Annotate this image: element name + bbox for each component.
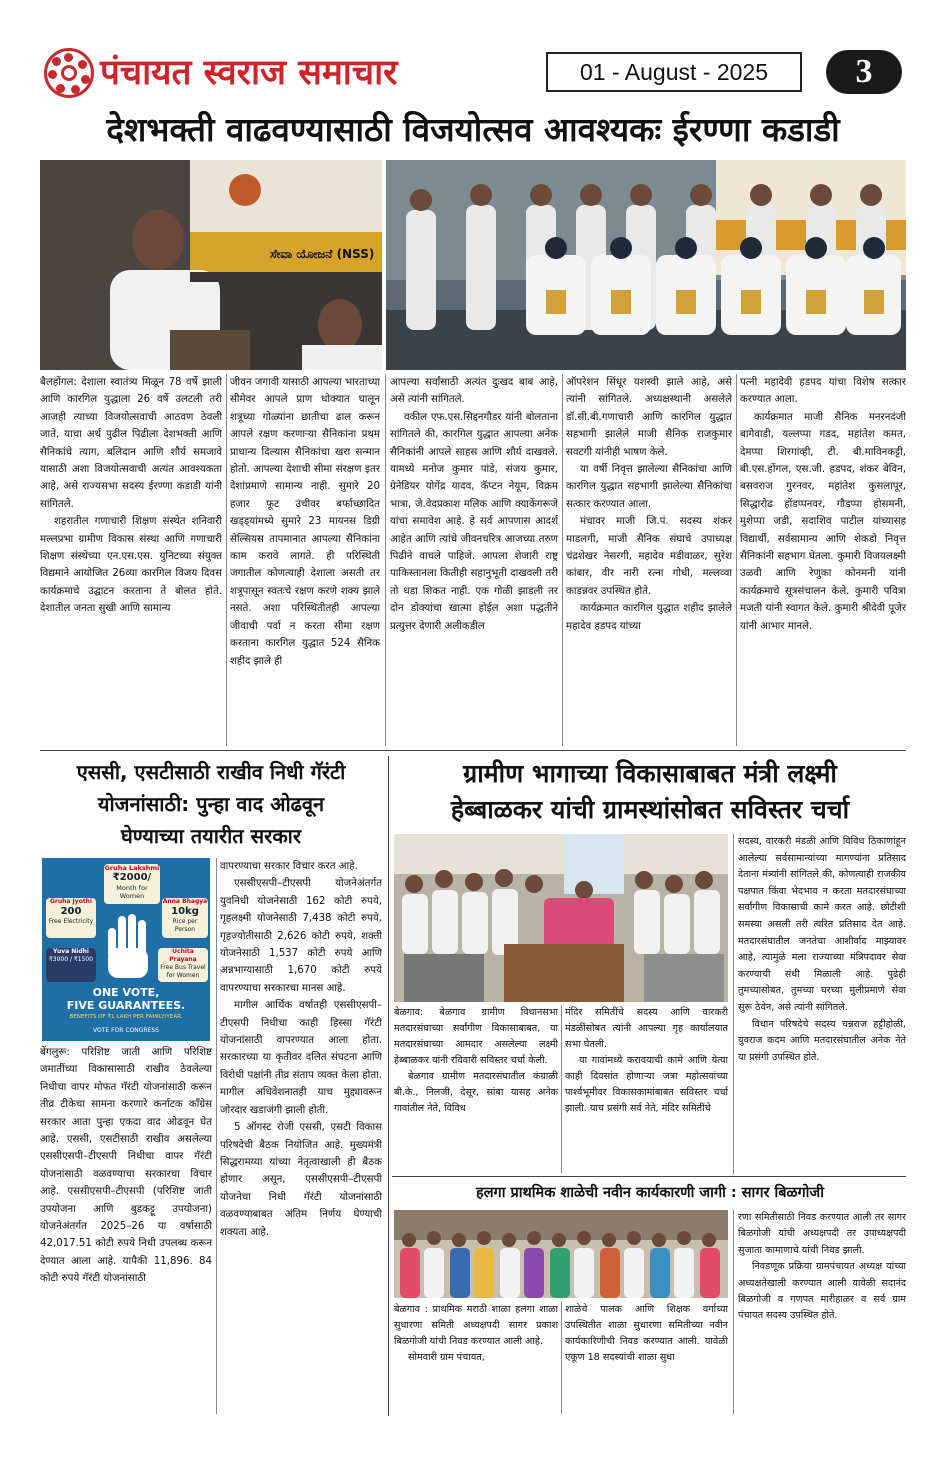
poster-card-sub: Free Bus Travel for Women — [160, 964, 206, 979]
school-photo-illustration — [394, 1210, 728, 1298]
speaker-photo-illustration — [40, 160, 382, 370]
story3-c2-p1: मंदिर समितींचे सदस्य आणि वारकरी मंडळींसोबत त्यांनी आपल्या गृह कार्यालयात सभा घेतली. — [565, 1007, 728, 1050]
story3-c1-p2: बेळगाव ग्रामीण मतदारसंघातील कंग्राळी बी.के., निलजी, देसूर, सांबा यासह अनेक गावांतील नेते, विविध — [394, 1071, 558, 1114]
story2-headline-line3: घेण्याच्या तयारीत सरकार — [120, 824, 302, 848]
story3-c3-p1: सदस्य, वारकरी मंडळी आणि विविध ठिकाणांहून आलेल्या सर्वसामान्यांच्या मागण्यांना प्रतिसाद देताना मंत्र्यांनी सांगितले की, कोणत्याही राजकीय पक्षपात किंवा भेदभाव न करता मतदारसंघाच्या सर्वांगीण विकासाची कामे करत आहे. छोटीशी समस्या असली तरी त्वरित प्रतिसाद देत आहे. मतदारसंघातील जनतेचा आशीर्वाद माझ्यावर आहे, त्यामुळे मला राज्याच्या मंत्रिपदावर सेवा करण्याची संधी मिळाली आहे. पुढेही तुमच्यासोबत, तुमच्या घरच्या मुलीप्रमाणे सेवा सुरू ठेवेन, असे त्यांनी सांगितले. — [738, 836, 906, 1013]
story1-c4-p4: कार्यक्रमात कारगिल युद्धात शहीद झालेले महादेव हडपद यांच्या — [566, 603, 732, 632]
group-photo-illustration — [386, 160, 906, 370]
guarantee-poster — [42, 858, 210, 1041]
column-rule — [562, 374, 563, 746]
poster-card-title: Uchita Prayana — [169, 948, 197, 963]
poster-card-sub: ₹3000 / ₹1500 — [48, 956, 93, 963]
story1-column-2 — [230, 374, 380, 746]
section-divider — [40, 750, 906, 751]
story2-c2-p1: वापरण्याचा सरकार विचार करत आहे. — [220, 861, 358, 872]
story2-headline — [40, 756, 382, 852]
story1-column-4 — [566, 374, 732, 746]
story1-c5-p2: कार्यक्रमात माजी सैनिक मनरनदंजी बागेवाडी, यल्लप्पा गडद, महांतेश कमत, देमप्पा शिरगांव्ही, टी. बी.माविनकट्टी, बी.एस.होंगल, एस.जी. हडपद, शंकर बेविन, बसवराज गुरनवर, महांतेश कुसलापूर, सिद्धारोढ होंडप्पनवर, गौडप्पा होसमनी, मुशेप्पा जडी, सदाशिव पाटील यांच्यासह विद्यार्थी, सर्वसामान्य आणि शेकडो निवृत्त सैनिकांनी सहभाग घेतला. कुमारी विजयलक्ष्मी उळवी आणि रेणुका कोनमनी यांनी कार्यक्रमाचे सूत्रसंचालन केले. कुमारी पवित्रा मजती यांनी स्वागत केले. कुमारी श्रीदेवी पूजेर यांनी आभार मानले. — [740, 411, 906, 632]
story1-c2-p1: जीवन जगावी यासाठी आपल्या भारताच्या सीमेवर आपले प्राण धोक्यात घालून शत्रूच्या गोळ्यांना छातीचा ढाल करून आपले रक्षण करणाऱ्या सैनिकांना प्रथम प्राधान्य दिल्यास सैनिकांचा खरा सन्मान होतो. आपल्या देशाची सीमा संरक्षण इतर देशांप्रमाणे सामान्य नाही. सुमारे 20 हजार फूट उंचीवर बर्फाच्छादित खड्ड्यांमध्ये सुमारे 23 मायनस डिग्री सेल्सियस तापमानात आपल्या सैनिकांना काम करावे लागते. ही परिस्थिती जगातील कोणत्याही देशाला असती तर शत्रूपासून स्वतःचे रक्षण करणे शक्य झाले नसते. अशा परिस्थितीतही आपल्या जीवाची पर्वा न करता सीमा रक्षण करताना कारगिल युद्धात 524 सैनिक शहीद झाले ही — [230, 377, 380, 667]
newspaper-logo-icon — [44, 48, 94, 98]
story4-column-3 — [738, 1210, 906, 1414]
story4-headline: हलगा प्राथमिक शाळेची नवीन कार्यकारणी जागी : सागर बिळगोजी — [476, 1185, 824, 1201]
story3-headline-line1: ग्रामीण भागाच्या विकासाबाबत मंत्री लक्ष्मी — [463, 759, 837, 788]
story4-column-2 — [565, 1302, 728, 1414]
story2-headline-line1: एससी, एसटीसाठी राखीव निधी गॅरंटी — [76, 760, 346, 784]
story4-c1-p2: सोमवारी ग्राम पंचायत, — [408, 1352, 485, 1363]
column-rule — [736, 374, 737, 746]
issue-date: 01 - August - 2025 — [546, 52, 802, 92]
story2-headline-line2: योजनांसाठी: पुन्हा वाद ओढवून — [97, 792, 325, 816]
hand-symbol-icon — [100, 910, 156, 980]
column-rule — [385, 374, 386, 746]
section-rule — [388, 756, 389, 1416]
poster-card-gruha-jyothi — [46, 898, 96, 938]
column-rule — [226, 374, 227, 746]
story1-c1-p1: बैलहोंगल: देशाला स्वातंत्र्य मिळून 78 वर्षे झाली आणि कारगिल युद्धाला 26 वर्षे उलटली तरी आजही त्याच्या विजयोत्सवाची आठवण ठेवली जाते, याचा अर्थ पुढील पिढीला देशभक्ती आणि सैनिकांचे त्याग, बलिदान आणि शौर्य समजावे यासाठी अशा विजयोत्सवाची अत्यंत आवश्यकता आहे, असे राज्यसभा सदस्य ईरण्णा कडाडी यांनी सांगितले. — [40, 377, 222, 510]
column-rule — [561, 1302, 562, 1414]
story4-c3-p1: रणा समितीसाठी निवड करण्यात आली तर सागर बिळगोजी यांची अध्यक्षपदी तर उपाध्यक्षपदी सुजाता कामाणाचे यांची निवड झाली. — [738, 1212, 906, 1256]
page-number: 3 — [826, 50, 902, 94]
poster-card-sub: Rice per Person — [172, 918, 198, 933]
story4-c2-p1: शाळेचे पालक आणि शिक्षक वर्गाच्या उपस्थितीत शाळा सुधारणा समितीच्या नवीन कार्यकारिणीची निवड करण्यात आली. यावेळी एकूण 18 सदस्यांची शाळा सुधा — [565, 1304, 728, 1363]
story1-column-1 — [40, 374, 222, 746]
story4-c3-p2: निवडणूक प्रक्रिया ग्रामपंचायत अध्यक्ष यांच्या अध्यक्षतेखाली करण्यात आली यावेळी सदानंद बिळगोजी व गणपत मारीहाळर व सर्व ग्राम पंचायत सदस्य उपस्थित होते. — [738, 1261, 906, 1322]
meeting-photo-illustration — [394, 834, 728, 1002]
story2-c2-p2: एससीएसपी–टीएसपी योजनेअंतर्गत युवनिधी योजनेसाठी 162 कोटी रुपये, गृहलक्ष्मी योजनेसाठी 7,438 कोटी रुपये, गृहज्योतीसाठी 2,626 कोटी रुपये, शक्ती योजनेसाठी 1,537 कोटी रुपये आणि अन्नभाग्यासाठी 1,670 कोटी रुपये वापरण्याचा सरकारचा मानस आहे. — [220, 878, 382, 994]
story3-column-3 — [738, 834, 906, 1174]
story3-column-2 — [565, 1005, 728, 1175]
poster-card-amount: 10kg — [171, 906, 199, 917]
story3-column-1 — [394, 1005, 558, 1175]
poster-card-uchita-prayana — [158, 948, 208, 982]
story1-photo-group — [386, 160, 906, 370]
story4-column-1 — [394, 1302, 558, 1414]
story1-column-3 — [390, 374, 558, 746]
poster-slogan-2: FIVE GUARANTEES. — [66, 999, 186, 1012]
poster-card-gruha-lakshmi — [104, 864, 160, 904]
story4-c1-p1: बेळगाव : प्राथमिक मराठी शाळा हलगा शाळा सुधारणा समिती अध्यक्षपदी सागर प्रकाश बिळगोजी यांची निवड करण्यात आली आहे. — [394, 1304, 558, 1347]
poster-card-sub: Month for Women — [116, 884, 148, 900]
poster-card-sub: Free Electricity — [48, 918, 94, 925]
poster-slogan-3: BENEFITS OF ₹1 LAKH PER FAMILY/YEAR. — [69, 1014, 183, 1020]
story2-c2-p3: मागील आर्थिक वर्षातही एससीएसपी–टीएसपी निधीचा काही हिस्सा गॅरंटी योजनांसाठी वापरण्यात आला होता. सरकारच्या या कृतीवर दलित संघटना आणि विरोधी पक्षांनी तीव्र संताप व्यक्त केला होता. मागील अधिवेशनातही याच मुद्द्यावरून जोरदार खडाजंगी झाली होती. — [220, 1000, 382, 1116]
story1-c3-p1: आपल्या सर्वांसाठी अत्यंत दुःखद बाब आहे, असे त्यांनी सांगितले. — [390, 377, 558, 406]
story2-column-1 — [40, 1044, 212, 1414]
story1-c4-p3: मंचावर माजी जि.पं. सदस्य शंकर माडलगी, माजी सैनिक संघाचे उपाध्यक्ष चंद्रशेखर नेसरगी, महादेव मडीवाळर, सुरेश कांबार, वीर नारी रत्ना गोधी, मल्लव्वा काडन्नवर उपस्थित होते. — [566, 516, 732, 597]
story3-headline-line2: हेब्बाळकर यांची ग्रामस्थांसोबत सविस्तर चर्चा — [450, 795, 850, 824]
section-divider — [392, 1176, 906, 1177]
poster-footer: VOTE FOR CONGRESS — [93, 1027, 159, 1034]
story3-c1-p1: बेळगाव: बेळगाव ग्रामीण विधानसभा मतदारसंघाच्या सर्वांगीण विकासाबाबत, या मतदारसंघाच्या आमदार असलेल्या लक्ष्मी हेब्बाळकर यांनी रविवारी सविस्तर चर्चा केली. — [394, 1007, 558, 1066]
story3-photo-meeting — [394, 834, 728, 1002]
story1-headline: देशभक्ती वाढवण्यासाठी विजयोत्सव आवश्यकः ईरण्णा कडाडी — [106, 110, 840, 149]
story4-photo-school — [394, 1210, 728, 1298]
story1-c1-p2: शहरातील गणाचारी शिक्षण संस्थेत शनिवारी मल्लप्रभा ग्रामीण विकास संस्था आणि गणाचारी शिक्षण संस्थेच्या एन.एस.एस. युनिटच्या संयुक्त विद्यमाने आयोजित 26व्या कारगिल विजय दिवस कार्यक्रमाचे उद्घाटन करताना ते बोलत होते. देशातील जनता सुखी आणि सामान्य — [40, 516, 222, 615]
column-rule — [561, 1005, 562, 1173]
story1-photo-speaker — [40, 160, 382, 370]
story1-column-5 — [740, 374, 906, 746]
column-rule — [216, 858, 217, 1414]
story3-headline — [394, 756, 906, 828]
newspaper-name: पंचायत स्वराज समाचार — [100, 52, 398, 93]
nss-banner-text: ಸೇವಾ ಯೋಜನೆ (NSS) — [270, 247, 375, 261]
poster-card-title: Yuva Nidhi — [53, 948, 89, 955]
poster-card-amount: 200 — [60, 906, 82, 917]
story1-c3-p2: वकील एफ.एस.सिद्दनगौडर यांनी बोलताना सांगितले की, कारगिल युद्धात आपल्या अनेक सैनिकांनी आपले साहस आणि शौर्य दाखवले. यामध्ये मनोज कुमार पांडे, संजय कुमार, ग्रेनेडियर योगेंद्र यादव, कॅप्टन नेयूम, विक्रम भात्रा, जे.वेदप्रकाश मलिक आणि क्याकेंगरूजे यांचा समावेश आहे. हे सर्व आपणास आदर्श आहेत आणि त्यांचे जीवनचरित्र आजच्या तरुण पिढीने वाचले पाहिजे. आपला शेजारी राष्ट्र पाकिस्तानला कितीही सहानुभूती दाखवली तरी तो धडा शिकत नाही. एक गोळी झाडली तर दोन डोक्यांचा खात्मा होईल अशा पद्धतीने प्रत्युत्तर देणारी अलीकडील — [390, 411, 558, 632]
poster-card-title: Anna Bhagya — [162, 898, 208, 905]
poster-card-yuva-nidhi — [46, 948, 96, 982]
story2-c2-p4: 5 ऑगस्ट रोजी एससी, एसटी विकास परिषदेची बैठक नियोजित आहे. मुख्यमंत्री सिद्धरामय्या यांच्या नेतृत्वाखाली ही बैठक होणार असून, एससीएसपी–टीएसपी योजनेचा निधी गॅरंटी योजनांसाठी वळवण्याबाबत अंतिम निर्णय घेण्याची शक्यता आहे. — [220, 1122, 382, 1238]
column-rule — [733, 1210, 734, 1414]
story1-c5-p1: पत्नी महादेवी हडपद यांचा विशेष सत्कार करण्यात आला. — [740, 377, 906, 406]
column-rule — [733, 834, 734, 1174]
poster-card-title: Gruha Lakshmi — [104, 864, 160, 872]
story1-c4-p2: या वर्षी निवृत्त झालेल्या सैनिकांचा आणि कारगिल युद्धात सहभागी झालेल्या सैनिकांचा सत्कार करण्यात आला. — [566, 464, 732, 510]
story2-column-2 — [220, 858, 382, 1414]
story3-c2-p2: या गावांमध्ये करावयाची कामे आणि येत्या काही दिवसांत होणाऱ्या जत्रा महोत्सवांच्या पार्श्वभूमीवर विकासकामांबाबत सविस्तर चर्चा झाली. याच प्रसंगी सर्व नेते, मंदिर समितींचे — [565, 1055, 728, 1114]
story2-c1-p1: बेंगलुरू: परिशिष्ट जाती आणि परिशिष्ट जमातींच्या विकासासाठी राखीव ठेवलेल्या निधीचा वापर मोफत गॅरंटी योजनांसाठी करून तीव्र टीकेचा सामना करणारे कर्नाटक काँग्रेस सरकार आता पुन्हा एकदा वाद ओढवून घेत आहे. एससी, एसटीसाठी राखीव असलेल्या एससीएसपी–टीएसपी निधीचा वापर गॅरंटी योजनांसाठी वळवण्याचा सरकारचा विचार आहे. एससीएसपी–टीएसपी (परिशिष्ट जाती उपयोजना आणि बुडकट्टू उपयोजना) योजनेअंतर्गत 2025–26 या वर्षासाठी 42,017.51 कोटी रुपये निधी उपलब्ध करून देण्यात आला आहे. यापैकी 11,896. 84 कोटी रुपये गॅरंटी योजनांसाठी — [40, 1047, 212, 1285]
poster-card-title: Gruha Jyothi — [49, 898, 93, 905]
poster-card-anna-bhagya — [162, 898, 208, 938]
story3-c3-p2: विधान परिषदेचे सदस्य चन्नराज हट्टीहोळी, युवराज कदम आणि मतदारसंघातील अनेक नेते या प्रसंगी उपस्थित होते. — [738, 1018, 906, 1063]
story1-c4-p1: ऑपरेशन सिंधूर यशस्वी झाले आहे, असे त्यांनी सांगितले. अध्यक्षस्थानी असलेले डॉ.सी.बी.गणाचारी आणि कारगिल युद्धात सहभागी झालेले माजी सैनिक राजकुमार सवटगी यांनीही भाषण केले. — [566, 377, 732, 458]
poster-card-amount: ₹2000/ — [112, 872, 152, 883]
poster-slogan-1: ONE VOTE, — [92, 986, 160, 999]
